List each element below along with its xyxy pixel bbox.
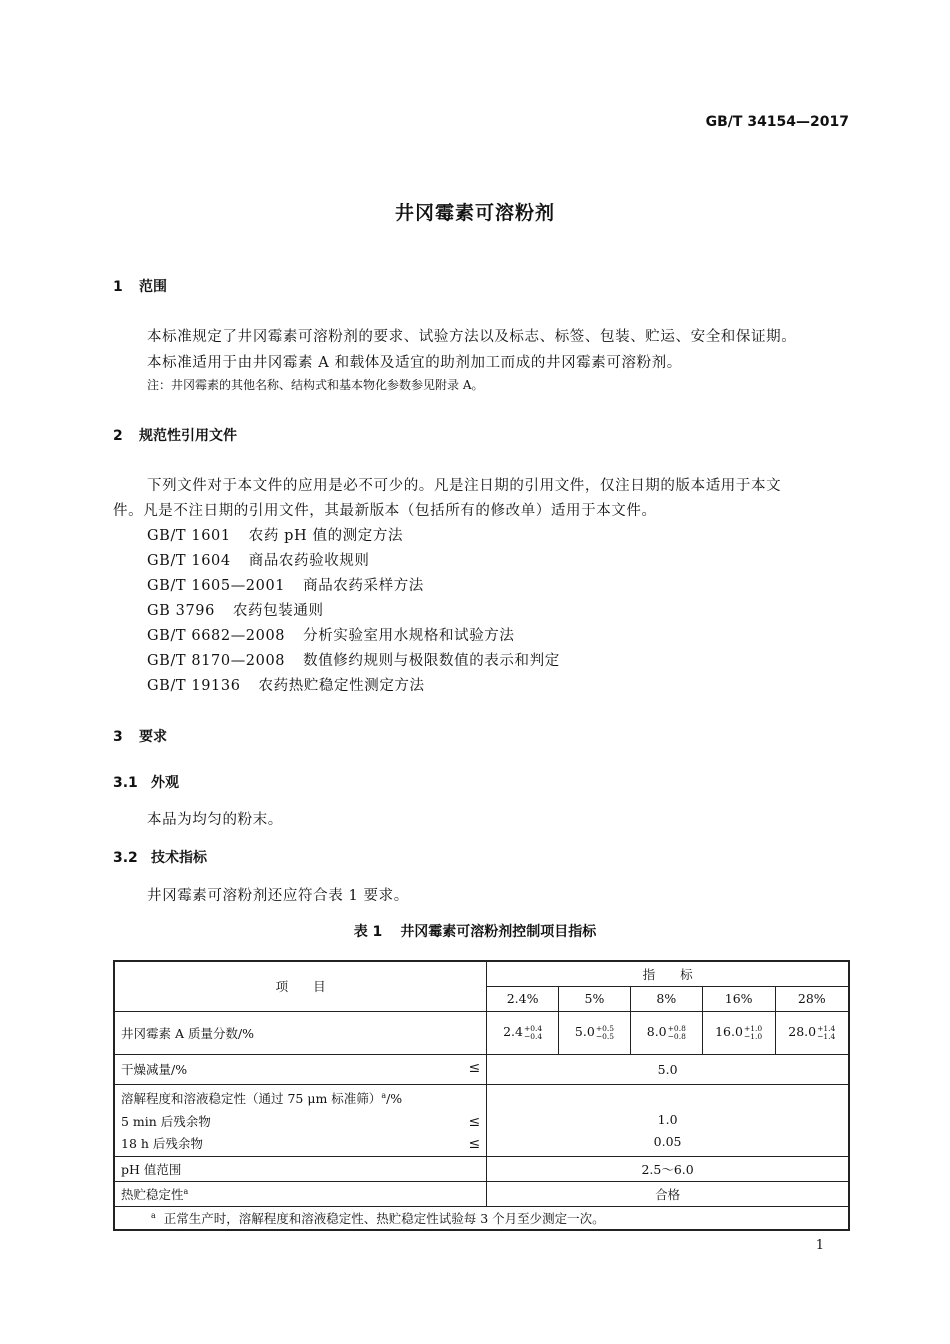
less-equal-sign: ≤ (468, 1135, 481, 1152)
ref-item (147, 649, 560, 670)
solubility-values (487, 1084, 849, 1156)
section-title: 规范性引用文件 (139, 428, 237, 444)
ref-item (147, 674, 425, 695)
residue-5min-label: 5 min 后残余物 (121, 1113, 211, 1129)
content-value: 8.0 +0.8 −0.8 (630, 1011, 702, 1054)
section-title: 技术指标 (151, 850, 207, 866)
scope-paragraph-2: 本标准适用于由井冈霉素 A 和载体及适宜的助剂加工而成的井冈霉素可溶粉剂。 (147, 355, 682, 371)
section-number: 2 (113, 428, 123, 444)
heat-label: 热贮稳定性 (121, 1186, 184, 1202)
content-value: 28.0 +1.4 −1.4 (775, 1011, 849, 1054)
refs-paragraph-2: 件。凡是不注日期的引用文件，其最新版本（包括所有的修改单）适用于本文件。 (113, 503, 657, 519)
solubility-cell: 溶解程度和溶液稳定性（通过 75 μm 标准筛）$^a$/% 5 min 后残余物 ≤ 18 h 后残余物 ≤ (114, 1084, 487, 1156)
ph-label: pH 值范围 (114, 1156, 487, 1181)
content-value: 16.0 +1.0 −1.0 (702, 1011, 775, 1054)
section-number: 1 (113, 279, 123, 295)
ref-name: 农药包装通则 (232, 603, 324, 619)
content-label: 井冈霉素 A 质量分数/% (114, 1011, 487, 1054)
document-title: 井冈霉素可溶粉剂 (394, 202, 555, 224)
ref-name: 商品农药采样方法 (303, 578, 424, 594)
table-row (114, 1054, 849, 1084)
header-item: 项 目 (114, 961, 487, 1011)
footnote-ref: a (381, 1091, 387, 1101)
solubility-label: 溶解程度和溶液稳定性（通过 75 μm 标准筛） (121, 1091, 382, 1107)
ref-item (147, 624, 515, 645)
table-title: 井冈霉素可溶粉剂控制项目指标 (400, 924, 597, 940)
ref-code: GB 3796 (147, 603, 215, 619)
scope-note: 注：井冈霉素的其他名称、结构式和基本物化参数参见附录 A。 (147, 378, 484, 392)
standard-number: GB/T 34154—2017 (705, 114, 849, 130)
residue-18h-label: 18 h 后残余物 (121, 1135, 203, 1151)
scope-paragraph-1: 本标准规定了井冈霉素可溶粉剂的要求、试验方法以及标志、标签、包装、贮运、安全和保证期。 (147, 329, 797, 345)
section-3-heading (113, 726, 167, 746)
residue-5min-value: 1.0 (657, 1112, 678, 1127)
table-row (114, 1156, 849, 1181)
page-number: 1 (815, 1238, 824, 1253)
table-number: 表 1 (353, 924, 383, 940)
grade-cell: 16% (702, 986, 775, 1011)
ref-name: 农药 pH 值的测定方法 (248, 528, 404, 544)
ref-item (147, 599, 324, 620)
ref-code: GB/T 1604 (147, 553, 231, 569)
content-value: 5.0 +0.5 −0.5 (559, 1011, 631, 1054)
heat-label-cell (114, 1181, 487, 1206)
grade-cell: 8% (630, 986, 702, 1011)
footnote-ref: a (183, 1186, 189, 1196)
residue-18h-value: 0.05 (653, 1134, 682, 1149)
ref-code: GB/T 6682—2008 (147, 628, 286, 644)
section-2-heading (113, 425, 237, 445)
ref-item (147, 524, 403, 545)
section-1-heading (113, 276, 167, 296)
header-index: 指 标 (487, 961, 849, 986)
ref-name: 分析实验室用水规格和试验方法 (303, 628, 515, 644)
table-row (114, 1084, 849, 1156)
section-number: 3.2 (113, 850, 138, 866)
subsection-3-2-heading (113, 847, 207, 867)
appearance-paragraph: 本品为均匀的粉末。 (147, 812, 283, 828)
drying-label: 干燥减量/% ≤ (114, 1054, 487, 1084)
ref-code: GB/T 1601 (147, 528, 231, 544)
section-title: 要求 (139, 729, 167, 745)
content-value: 2.4 +0.4 −0.4 (487, 1011, 559, 1054)
grade-cell: 2.4% (487, 986, 559, 1011)
table-row (114, 1011, 849, 1054)
less-equal-sign: ≤ (468, 1060, 481, 1076)
grade-cell: 28% (775, 986, 849, 1011)
heat-value: 合格 (487, 1181, 849, 1206)
spec-paragraph: 井冈霉素可溶粉剂还应符合表 1 要求。 (147, 888, 409, 904)
table-footnote: $^a$ 正常生产时，溶解程度和溶液稳定性、热贮稳定性试验每 3 个月至少测定一次。 (114, 1206, 849, 1230)
ref-item (147, 549, 370, 570)
section-title: 范围 (139, 279, 167, 295)
less-equal-sign: ≤ (468, 1113, 481, 1130)
spec-table (113, 960, 850, 1231)
ref-code: GB/T 8170—2008 (147, 653, 286, 669)
ref-code: GB/T 19136 (147, 678, 241, 694)
section-title: 外观 (151, 775, 179, 791)
table-caption (0, 921, 950, 941)
section-number: 3.1 (113, 775, 138, 791)
drying-value: 5.0 (487, 1054, 849, 1084)
subsection-3-1-heading (113, 772, 179, 792)
table-row (114, 1181, 849, 1206)
ref-name: 农药热贮稳定性测定方法 (258, 678, 425, 694)
ref-code: GB/T 1605—2001 (147, 578, 286, 594)
refs-paragraph-1: 下列文件对于本文件的应用是必不可少的。凡是注日期的引用文件，仅注日期的版本适用于本文 (147, 478, 782, 494)
ph-value: 2.5～6.0 (487, 1156, 849, 1181)
ref-name: 商品农药验收规则 (248, 553, 370, 569)
ref-item (147, 574, 424, 595)
grade-cell: 5% (559, 986, 631, 1011)
ref-name: 数值修约规则与极限数值的表示和判定 (303, 653, 560, 669)
section-number: 3 (113, 729, 123, 745)
table-footnote-row (114, 1206, 849, 1230)
table-header-row (114, 961, 849, 986)
